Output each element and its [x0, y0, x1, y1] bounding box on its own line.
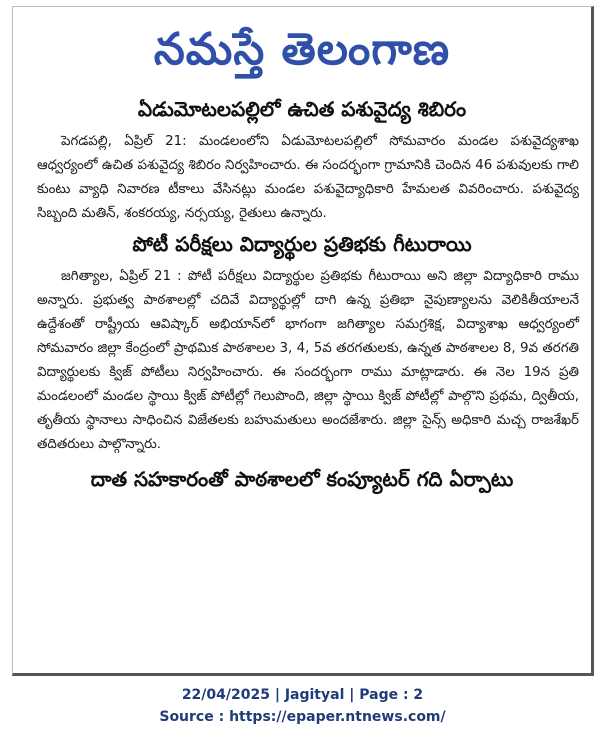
article-1-body: [13, 130, 591, 226]
masthead-title: నమస్తే తెలంగాణ: [153, 24, 451, 75]
article-3-headline: దాత సహకారంతో పాఠశాలలో కంప్యూటర్ గది ఏర్పాటు: [90, 467, 514, 491]
article-2-body: [13, 265, 591, 457]
footer-date-edition: 22/04/2025 | Jagityal | Page : 2: [181, 687, 424, 703]
news-clipping: [12, 6, 594, 676]
article-1-headline: ఏడుమోటలపల్లిలో ఉచిత పశువైద్య శిబిరం: [137, 97, 467, 121]
masthead: [13, 7, 591, 93]
footer-source: Source : https://epaper.ntnews.com/: [159, 709, 446, 725]
article-2: [13, 232, 591, 457]
article-3: [13, 467, 591, 496]
article-1-text: పెగడపల్లి, ఏప్రిల్ 21: మండలంలోని ఏడుమోటలపల్లిలో సోమవారం మండల పశువైద్యశాఖ ఆధ్వర్యంలో ఉచిత పశువైద్య శిబిరం నిర్వహించారు. ఈ సందర్భంగా గ్రామానికి చెందిన 46 పశువులకు గాలి కుంటు వ్యాధి నివారణ టీకాలు వేసినట్లు మండల పశువైద్యాధికారి హేమలత వివరించారు. పశువైద్య సిబ్బంది మతిన్, శంకరయ్య, నర్సయ్య, రైతులు ఉన్నారు.: [37, 134, 579, 221]
article-2-text: జగిత్యాల, ఏప్రిల్ 21 : పోటీ పరీక్షలు విద్యార్థుల ప్రతిభకు గీటురాయి అని జిల్లా విద్యాధికారి రాము అన్నారు. ప్రభుత్వ పాఠశాలల్లో చదివే విద్యార్థుల్లో దాగి ఉన్న ప్రతిభా నైపుణ్యాలను వెలికితీయాలనే ఉద్దేశంతో రాష్ట్రీయ ఆవిష్కార్ అభియాన్‌లో భాగంగా జగిత్యాల సమగ్రశిక్ష, విద్యాశాఖ ఆధ్వర్యంలో సోమవారం జిల్లా కేంద్రంలో ప్రాథమిక పాఠశాలల 3, 4, 5వ తరగతులకు, ఉన్నత పాఠశాలల 8, 9వ తరగతి విద్యార్థులకు క్విజ్ పోటీలు నిర్వహించారు. ఈ సందర్భంగా రాము మాట్లాడారు. ఈ నెల 19న ప్రతి మండలంలో మండల స్థాయి క్విజ్ పోటీల్లో గెలుపొంది, జిల్లా స్థాయి క్విజ్ పోటీల్లో పాల్గొని ప్రథమ, ద్వితీయ, తృతీయ స్థానాలు సాధించిన విజేతలకు బహుమతులు అందజేశారు. జిల్లా సైన్స్ అధికారి మచ్చ రాజశేఖర్ తదితరులు పాల్గొన్నారు.: [37, 269, 579, 452]
article-2-headline: పోటీ పరీక్షలు విద్యార్థుల ప్రతిభకు గీటురాయి: [132, 232, 472, 256]
article-1: [13, 97, 591, 226]
footer: [0, 684, 605, 728]
